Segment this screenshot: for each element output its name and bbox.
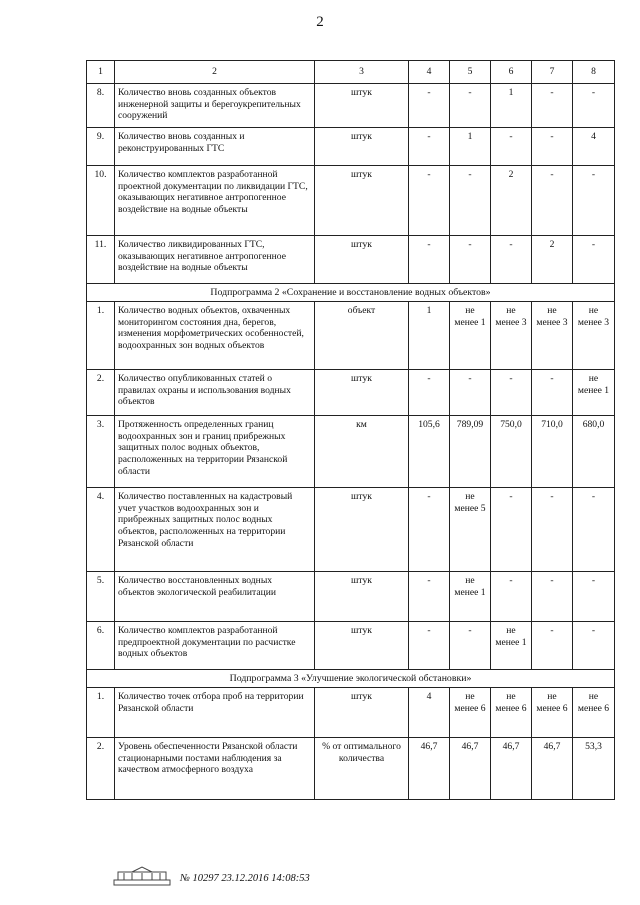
- table-row: [87, 487, 615, 571]
- value-cell: не менее 6: [450, 687, 491, 737]
- page-number: 2: [316, 14, 324, 30]
- value-cell: 2: [532, 236, 573, 284]
- table-row: [87, 415, 615, 487]
- value-cell: -: [532, 369, 573, 415]
- table-row: [87, 301, 615, 369]
- row-number: 1.: [87, 301, 115, 369]
- value-cell: -: [573, 236, 615, 284]
- value-cell: -: [532, 166, 573, 236]
- value-cell: 680,0: [573, 415, 615, 487]
- unit-cell: штук: [315, 369, 409, 415]
- row-number: 3.: [87, 415, 115, 487]
- value-cell: -: [491, 571, 532, 621]
- value-cell: не менее 6: [573, 687, 615, 737]
- header-cell: 5: [450, 61, 491, 84]
- indicator-name: Количество поставленных на кадастровый учет участков водоохранных зон и прибрежных защитных полос водных объектов, расположенных на территории Рязанской области: [115, 487, 315, 571]
- value-cell: не менее 3: [532, 301, 573, 369]
- row-number: 5.: [87, 571, 115, 621]
- indicator-name: Уровень обеспеченности Рязанской области стационарными постами наблюдения за качеством атмосферного воздуха: [115, 737, 315, 799]
- value-cell: -: [409, 487, 450, 571]
- value-cell: 1: [491, 84, 532, 128]
- value-cell: -: [450, 166, 491, 236]
- value-cell: -: [573, 84, 615, 128]
- value-cell: не менее 3: [573, 301, 615, 369]
- indicator-name: Количество водных объектов, охваченных мониторингом состояния дна, берегов, изменения морфометрических особенностей, водоохранных зон водных объектов: [115, 301, 315, 369]
- value-cell: 710,0: [532, 415, 573, 487]
- indicator-name: Количество комплектов разработанной проектной документации по ликвидации ГТС, оказывающих негативное антропогенное воздействие на водные объекты: [115, 166, 315, 236]
- header-cell: 7: [532, 61, 573, 84]
- value-cell: 2: [491, 166, 532, 236]
- row-number: 9.: [87, 128, 115, 166]
- indicator-name: Количество вновь созданных и реконструированных ГТС: [115, 128, 315, 166]
- value-cell: 1: [409, 301, 450, 369]
- value-cell: 46,7: [409, 737, 450, 799]
- value-cell: -: [532, 84, 573, 128]
- value-cell: -: [491, 128, 532, 166]
- value-cell: не менее 3: [491, 301, 532, 369]
- subprogram-title: Подпрограмма 3 «Улучшение экологической обстановки»: [87, 669, 615, 687]
- row-number: 11.: [87, 236, 115, 284]
- value-cell: -: [409, 369, 450, 415]
- header-cell: 1: [87, 61, 115, 84]
- header-cell: 2: [115, 61, 315, 84]
- registration-footer: [112, 866, 512, 890]
- unit-cell: штук: [315, 687, 409, 737]
- unit-cell: штук: [315, 128, 409, 166]
- header-cell: 3: [315, 61, 409, 84]
- value-cell: -: [491, 487, 532, 571]
- table-row: [87, 571, 615, 621]
- value-cell: -: [491, 236, 532, 284]
- unit-cell: штук: [315, 84, 409, 128]
- value-cell: 789,09: [450, 415, 491, 487]
- header-cell: 8: [573, 61, 615, 84]
- value-cell: не менее 5: [450, 487, 491, 571]
- table-row: [87, 369, 615, 415]
- value-cell: 105,6: [409, 415, 450, 487]
- indicator-name: Количество опубликованных статей о правилах охраны и использования водных объектов: [115, 369, 315, 415]
- value-cell: -: [573, 166, 615, 236]
- indicator-name: Количество вновь созданных объектов инженерной защиты и берегоукрепительных сооружений: [115, 84, 315, 128]
- value-cell: -: [409, 128, 450, 166]
- table-row: [87, 621, 615, 669]
- row-number: 2.: [87, 737, 115, 799]
- value-cell: 46,7: [450, 737, 491, 799]
- table-row: [87, 84, 615, 128]
- registration-stamp: № 10297 23.12.2016 14:08:53: [180, 873, 310, 884]
- indicator-name: Количество восстановленных водных объектов экологической реабилитации: [115, 571, 315, 621]
- value-cell: -: [450, 84, 491, 128]
- value-cell: -: [450, 236, 491, 284]
- table-header-row: [87, 61, 615, 84]
- value-cell: 53,3: [573, 737, 615, 799]
- indicator-name: Протяженность определенных границ водоохранных зон и границ прибрежных защитных полос водных объектов, расположенных на территории Рязанской области: [115, 415, 315, 487]
- value-cell: 1: [450, 128, 491, 166]
- subprogram-row: [87, 669, 615, 687]
- table-row: [87, 687, 615, 737]
- unit-cell: штук: [315, 236, 409, 284]
- row-number: 8.: [87, 84, 115, 128]
- value-cell: -: [532, 487, 573, 571]
- row-number: 6.: [87, 621, 115, 669]
- value-cell: -: [450, 369, 491, 415]
- value-cell: не менее 1: [450, 301, 491, 369]
- value-cell: -: [532, 571, 573, 621]
- indicators-table: [86, 60, 615, 800]
- value-cell: -: [409, 571, 450, 621]
- table-row: [87, 166, 615, 236]
- unit-cell: штук: [315, 571, 409, 621]
- unit-cell: объект: [315, 301, 409, 369]
- unit-cell: штук: [315, 621, 409, 669]
- value-cell: -: [491, 369, 532, 415]
- header-cell: 4: [409, 61, 450, 84]
- value-cell: не менее 1: [491, 621, 532, 669]
- table-row: [87, 128, 615, 166]
- value-cell: 46,7: [532, 737, 573, 799]
- indicator-name: Количество комплектов разработанной предпроектной документации по расчистке водных объектов: [115, 621, 315, 669]
- row-number: 2.: [87, 369, 115, 415]
- row-number: 4.: [87, 487, 115, 571]
- indicator-name: Количество ликвидированных ГТС, оказывающих негативное антропогенное воздействие на водные объекты: [115, 236, 315, 284]
- subprogram-title: Подпрограмма 2 «Сохранение и восстановление водных объектов»: [87, 284, 615, 302]
- value-cell: -: [409, 621, 450, 669]
- value-cell: -: [573, 571, 615, 621]
- value-cell: -: [450, 621, 491, 669]
- building-emblem-icon: [112, 866, 172, 888]
- value-cell: не менее 1: [573, 369, 615, 415]
- table-row: [87, 737, 615, 799]
- subprogram-row: [87, 284, 615, 302]
- unit-cell: штук: [315, 166, 409, 236]
- indicator-name: Количество точек отбора проб на территории Рязанской области: [115, 687, 315, 737]
- table-row: [87, 236, 615, 284]
- value-cell: не менее 6: [491, 687, 532, 737]
- row-number: 1.: [87, 687, 115, 737]
- value-cell: -: [409, 236, 450, 284]
- row-number: 10.: [87, 166, 115, 236]
- value-cell: не менее 1: [450, 571, 491, 621]
- value-cell: -: [532, 128, 573, 166]
- value-cell: 750,0: [491, 415, 532, 487]
- value-cell: -: [573, 621, 615, 669]
- unit-cell: % от оптимального количества: [315, 737, 409, 799]
- value-cell: -: [409, 166, 450, 236]
- value-cell: -: [532, 621, 573, 669]
- value-cell: 4: [573, 128, 615, 166]
- value-cell: 4: [409, 687, 450, 737]
- unit-cell: км: [315, 415, 409, 487]
- value-cell: 46,7: [491, 737, 532, 799]
- value-cell: -: [573, 487, 615, 571]
- value-cell: -: [409, 84, 450, 128]
- value-cell: не менее 6: [532, 687, 573, 737]
- unit-cell: штук: [315, 487, 409, 571]
- header-cell: 6: [491, 61, 532, 84]
